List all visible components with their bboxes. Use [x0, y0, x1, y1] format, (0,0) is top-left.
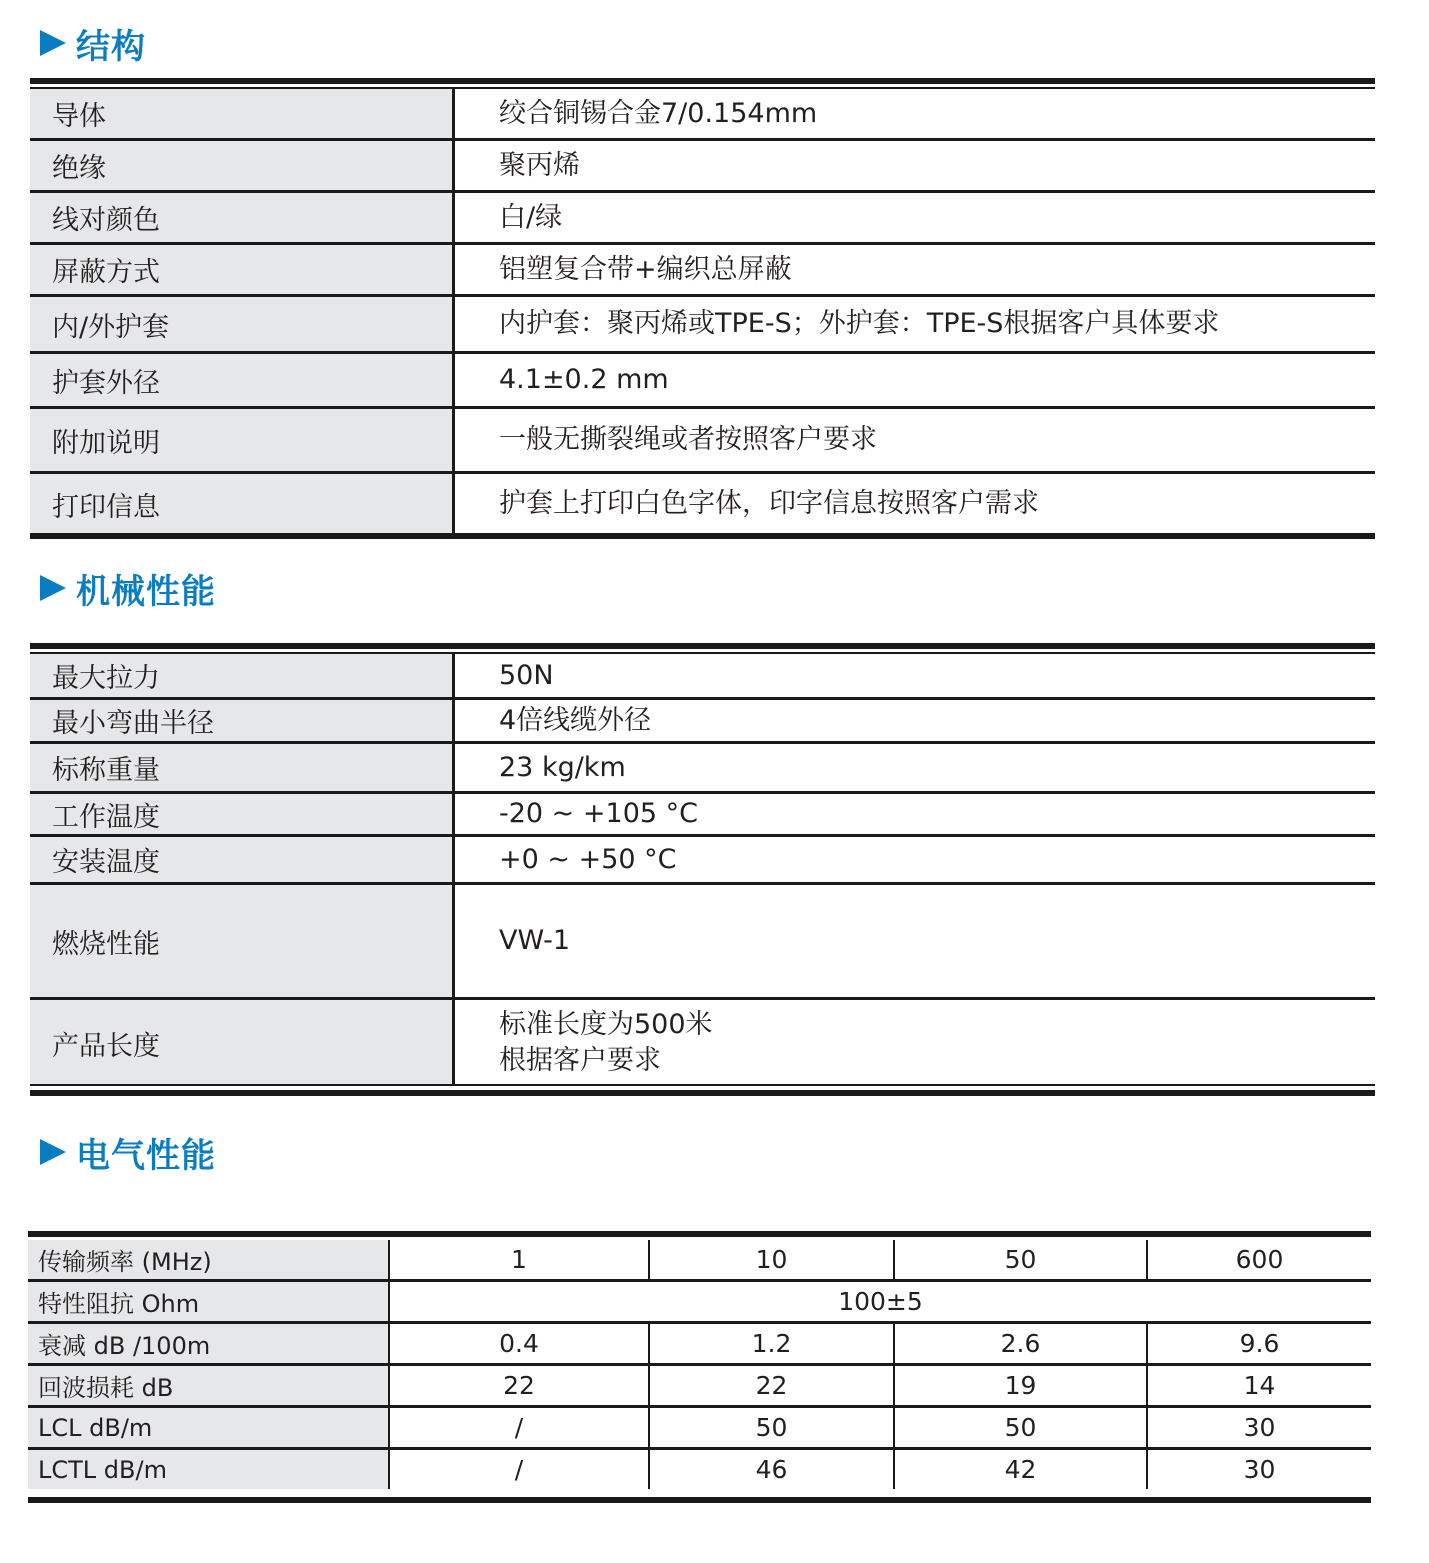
table-cell: 1 — [389, 1240, 649, 1281]
table-row — [28, 1281, 1371, 1323]
table-cell: 42 — [894, 1449, 1147, 1490]
table-row — [30, 297, 1375, 354]
section-title-text: 电气性能 — [76, 1135, 216, 1176]
row-label: 最小弯曲半径 — [30, 700, 455, 741]
table-row — [30, 193, 1375, 245]
row-label: 燃烧性能 — [30, 885, 455, 997]
row-value: VW-1 — [499, 925, 570, 956]
table-cell: 22 — [649, 1365, 894, 1407]
row-label: 产品长度 — [30, 1000, 455, 1086]
table-cell: 14 — [1147, 1365, 1371, 1407]
row-value: +0 ~ +50 °C — [499, 843, 677, 875]
row-label: 传输频率 (MHz) — [28, 1240, 389, 1281]
row-value: 内护套：聚丙烯或TPE-S；外护套：TPE-S根据客户具体要求 — [499, 308, 1220, 339]
row-label: 护套外径 — [30, 354, 455, 406]
table-row — [30, 744, 1375, 794]
row-value: 护套上打印白色字体，印字信息按照客户需求 — [499, 488, 1039, 519]
triangle-bullet-icon — [40, 30, 66, 56]
divider — [28, 1497, 1371, 1503]
section-title-text: 结构 — [76, 26, 146, 67]
divider — [30, 643, 1375, 649]
table-cell: 30 — [1147, 1449, 1371, 1490]
table-cell: 46 — [649, 1449, 894, 1490]
table-cell: 1.2 — [649, 1323, 894, 1365]
table-row — [28, 1365, 1371, 1407]
mechanical-table — [30, 654, 1375, 1086]
table-cell: 50 — [894, 1240, 1147, 1281]
structure-table — [30, 89, 1375, 534]
row-label: 绝缘 — [30, 141, 455, 190]
table-row — [30, 700, 1375, 744]
table-row — [30, 354, 1375, 409]
row-value: 一般无撕裂绳或者按照客户要求 — [499, 424, 877, 455]
table-row — [30, 654, 1375, 700]
row-value: 白/绿 — [499, 201, 563, 233]
table-row — [30, 1000, 1375, 1086]
row-value: 铝塑复合带+编织总屏蔽 — [499, 253, 792, 285]
row-label: 标称重量 — [30, 744, 455, 791]
table-row — [30, 837, 1375, 885]
table-cell: 22 — [389, 1365, 649, 1407]
table-cell: 19 — [894, 1365, 1147, 1407]
row-label: 安装温度 — [30, 837, 455, 882]
table-cell: 9.6 — [1147, 1323, 1371, 1365]
table-row — [30, 885, 1375, 1000]
table-cell: 0.4 — [389, 1323, 649, 1365]
table-row — [30, 474, 1375, 534]
table-row — [30, 141, 1375, 193]
row-value-line: 标准长度为500米 — [499, 1009, 713, 1040]
section-title-structure — [40, 18, 146, 68]
table-row — [28, 1407, 1371, 1449]
table-cell: 100±5 — [389, 1281, 1371, 1323]
table-cell: 50 — [649, 1407, 894, 1449]
row-value-line: 根据客户要求 — [499, 1045, 661, 1076]
row-label: 导体 — [30, 89, 455, 138]
row-value: 4.1±0.2 mm — [499, 364, 669, 395]
triangle-bullet-icon — [40, 1139, 66, 1165]
row-value: 50N — [499, 659, 554, 691]
row-label: 打印信息 — [30, 474, 455, 534]
table-cell: 2.6 — [894, 1323, 1147, 1365]
table-cell: 10 — [649, 1240, 894, 1281]
row-value: 绞合铜锡合金7/0.154mm — [499, 97, 818, 129]
row-label: 线对颜色 — [30, 193, 455, 242]
row-label: 回波损耗 dB — [28, 1365, 389, 1407]
row-value: -20 ~ +105 °C — [499, 798, 698, 829]
divider — [30, 1090, 1375, 1096]
electrical-table — [28, 1240, 1371, 1489]
row-value: 聚丙烯 — [499, 149, 580, 181]
row-label: 屏蔽方式 — [30, 245, 455, 294]
table-row — [30, 89, 1375, 141]
table-row — [30, 794, 1375, 837]
table-cell: / — [389, 1407, 649, 1449]
row-label: LCL dB/m — [28, 1407, 389, 1449]
row-value: 4倍线缆外径 — [499, 704, 652, 736]
row-label: 衰减 dB /100m — [28, 1323, 389, 1365]
divider — [30, 1084, 1375, 1086]
row-label: LCTL dB/m — [28, 1449, 389, 1490]
table-row — [30, 245, 1375, 297]
row-label: 工作温度 — [30, 794, 455, 834]
triangle-bullet-icon — [40, 575, 66, 601]
row-value — [455, 1000, 1375, 1086]
section-title-electrical — [40, 1127, 216, 1177]
divider — [30, 78, 1375, 84]
table-cell: 50 — [894, 1407, 1147, 1449]
divider — [30, 533, 1375, 539]
table-cell: 600 — [1147, 1240, 1371, 1281]
row-label: 内/外护套 — [30, 297, 455, 351]
section-title-text: 机械性能 — [76, 571, 216, 612]
divider — [28, 1231, 1371, 1237]
table-row — [28, 1449, 1371, 1490]
section-title-mechanical — [40, 563, 216, 613]
table-cell: / — [389, 1449, 649, 1490]
table-row — [28, 1323, 1371, 1365]
row-value: 23 kg/km — [499, 751, 626, 783]
row-label: 附加说明 — [30, 409, 455, 471]
row-label: 最大拉力 — [30, 654, 455, 697]
table-row — [28, 1240, 1371, 1281]
row-label: 特性阻抗 Ohm — [28, 1281, 389, 1323]
table-row — [30, 409, 1375, 474]
table-cell: 30 — [1147, 1407, 1371, 1449]
